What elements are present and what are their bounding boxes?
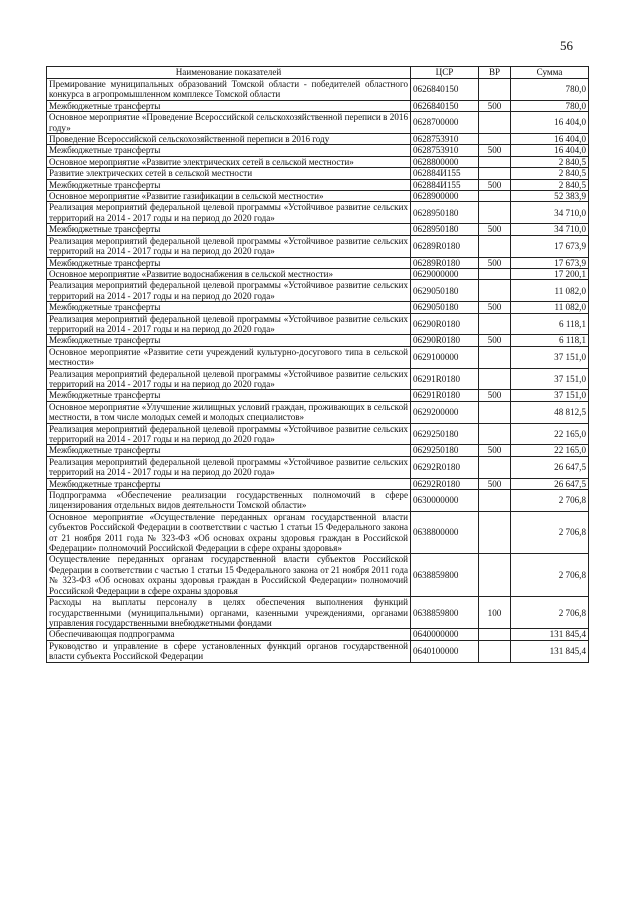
row-sum-cell: 22 165,0 — [511, 423, 589, 445]
table-row — [47, 423, 589, 445]
row-vr-cell: 100 — [479, 597, 511, 629]
row-sum-cell: 131 845,4 — [511, 629, 589, 640]
row-vr-cell — [479, 202, 511, 224]
row-csr-cell: 0629200000 — [411, 401, 479, 423]
row-sum-cell: 780,0 — [511, 100, 589, 111]
row-sum-cell: 37 151,0 — [511, 390, 589, 401]
table-row — [47, 390, 589, 401]
row-vr-cell — [479, 79, 511, 101]
row-sum-cell: 11 082,0 — [511, 302, 589, 313]
row-name-cell: Межбюджетные трансферты — [47, 100, 411, 111]
table-row — [47, 112, 589, 134]
row-name-cell: Проведение Всероссийской сельскохозяйственной переписи в 2016 году — [47, 134, 411, 145]
row-sum-cell: 2 840,5 — [511, 168, 589, 179]
row-csr-cell: 0640000000 — [411, 629, 479, 640]
row-csr-cell: 0628950180 — [411, 202, 479, 224]
row-vr-cell — [479, 268, 511, 279]
row-sum-cell: 16 404,0 — [511, 145, 589, 156]
row-csr-cell: 0629250180 — [411, 445, 479, 456]
table-row — [47, 456, 589, 478]
row-name-cell: Межбюджетные трансферты — [47, 390, 411, 401]
row-csr-cell: 06289R0180 — [411, 235, 479, 257]
row-csr-cell: 0628753910 — [411, 134, 479, 145]
row-csr-cell: 0629050180 — [411, 302, 479, 313]
row-vr-cell — [479, 313, 511, 335]
table-row — [47, 100, 589, 111]
table-row — [47, 224, 589, 235]
row-csr-cell: 06291R0180 — [411, 368, 479, 390]
row-sum-cell: 22 165,0 — [511, 445, 589, 456]
row-sum-cell: 52 383,9 — [511, 191, 589, 202]
row-vr-cell: 500 — [479, 100, 511, 111]
column-header-name: Наименование показателей — [47, 67, 411, 79]
row-name-cell: Реализация мероприятий федеральной целевой программы «Устойчивое развитие сельских территорий на 2014 - 2017 годы и на период до 2020 года» — [47, 280, 411, 302]
row-name-cell: Основное мероприятие «Развитие сети учреждений культурно-досугового типа в сельской местности» — [47, 346, 411, 368]
row-sum-cell: 6 118,1 — [511, 313, 589, 335]
row-csr-cell: 0628950180 — [411, 224, 479, 235]
row-name-cell: Основное мероприятие «Улучшение жилищных условий граждан, проживающих в сельской местности, в том числе молодых семей и молодых специалистов» — [47, 401, 411, 423]
row-name-cell: Межбюджетные трансферты — [47, 335, 411, 346]
row-vr-cell: 500 — [479, 302, 511, 313]
row-csr-cell: 0629050180 — [411, 280, 479, 302]
row-sum-cell: 2 706,8 — [511, 597, 589, 629]
row-name-cell: Основное мероприятие «Осуществление переданных органам государственной власти субъектов Российской Федерации в соответствии с частью 1 статьи 15 Федерального закона от 21 ноября 2011 года № 323-ФЗ «Об основах охраны здоровья граждан в Российской Федерации» полномочий Российской Федерации в сфере охраны здоровья» — [47, 511, 411, 554]
row-sum-cell: 17 673,9 — [511, 257, 589, 268]
row-vr-cell — [479, 456, 511, 478]
row-vr-cell — [479, 401, 511, 423]
row-vr-cell: 500 — [479, 224, 511, 235]
table-row — [47, 235, 589, 257]
row-name-cell: Основное мероприятие «Развитие водоснабжения в сельской местности» — [47, 268, 411, 279]
table-row — [47, 640, 589, 662]
row-name-cell: Основное мероприятие «Развитие газификации в сельской местности» — [47, 191, 411, 202]
row-name-cell: Руководство и управление в сфере установленных функций органов государственной власти субъекта Российской Федерации — [47, 640, 411, 662]
row-vr-cell — [479, 134, 511, 145]
row-name-cell: Реализация мероприятий федеральной целевой программы «Устойчивое развитие сельских территорий на 2014 - 2017 годы и на период до 2020 года» — [47, 235, 411, 257]
row-name-cell: Основное мероприятие «Развитие электрических сетей в сельской местности» — [47, 156, 411, 167]
row-csr-cell: 0628800000 — [411, 156, 479, 167]
column-header-vr: ВР — [479, 67, 511, 79]
budget-table — [46, 66, 589, 663]
row-csr-cell: 0638800000 — [411, 511, 479, 554]
row-vr-cell — [479, 640, 511, 662]
row-vr-cell — [479, 490, 511, 512]
row-sum-cell: 6 118,1 — [511, 335, 589, 346]
row-vr-cell: 500 — [479, 478, 511, 489]
row-sum-cell: 37 151,0 — [511, 368, 589, 390]
row-sum-cell: 16 404,0 — [511, 134, 589, 145]
row-vr-cell — [479, 191, 511, 202]
table-row — [47, 257, 589, 268]
row-vr-cell — [479, 235, 511, 257]
row-csr-cell: 06289R0180 — [411, 257, 479, 268]
row-sum-cell: 34 710,0 — [511, 224, 589, 235]
table-row — [47, 313, 589, 335]
row-vr-cell — [479, 423, 511, 445]
row-name-cell: Реализация мероприятий федеральной целевой программы «Устойчивое развитие сельских территорий на 2014 - 2017 годы и на период до 2020 года» — [47, 368, 411, 390]
row-name-cell: Межбюджетные трансферты — [47, 302, 411, 313]
table-row — [47, 401, 589, 423]
row-vr-cell — [479, 554, 511, 597]
row-sum-cell: 26 647,5 — [511, 456, 589, 478]
table-row — [47, 597, 589, 629]
row-sum-cell: 131 845,4 — [511, 640, 589, 662]
row-vr-cell: 500 — [479, 445, 511, 456]
table-row — [47, 368, 589, 390]
page-number: 56 — [560, 38, 573, 53]
table-row — [47, 134, 589, 145]
row-csr-cell: 0640100000 — [411, 640, 479, 662]
row-vr-cell: 500 — [479, 179, 511, 190]
row-csr-cell: 06292R0180 — [411, 456, 479, 478]
row-csr-cell: 0628700000 — [411, 112, 479, 134]
table-row — [47, 445, 589, 456]
row-sum-cell: 26 647,5 — [511, 478, 589, 489]
table-row — [47, 302, 589, 313]
row-vr-cell — [479, 629, 511, 640]
row-name-cell: Межбюджетные трансферты — [47, 224, 411, 235]
row-csr-cell: 0626840150 — [411, 79, 479, 101]
table-row — [47, 179, 589, 190]
table-row — [47, 554, 589, 597]
row-vr-cell: 500 — [479, 257, 511, 268]
row-name-cell: Развитие электрических сетей в сельской местности — [47, 168, 411, 179]
table-body — [47, 79, 589, 663]
row-sum-cell: 2 840,5 — [511, 156, 589, 167]
row-sum-cell: 17 673,9 — [511, 235, 589, 257]
row-csr-cell: 0629250180 — [411, 423, 479, 445]
table-row — [47, 280, 589, 302]
table-row — [47, 478, 589, 489]
row-vr-cell — [479, 112, 511, 134]
row-csr-cell: 0629100000 — [411, 346, 479, 368]
row-sum-cell: 780,0 — [511, 79, 589, 101]
row-name-cell: Подпрограмма «Обеспечение реализации государственных полномочий в сфере лицензирования отдельных видов деятельности Томской области» — [47, 490, 411, 512]
row-name-cell: Межбюджетные трансферты — [47, 145, 411, 156]
row-name-cell: Межбюджетные трансферты — [47, 478, 411, 489]
row-csr-cell: 062884И155 — [411, 179, 479, 190]
table-row — [47, 202, 589, 224]
table-row — [47, 490, 589, 512]
column-header-csr: ЦСР — [411, 67, 479, 79]
table-row — [47, 145, 589, 156]
table-row — [47, 79, 589, 101]
table-row — [47, 156, 589, 167]
row-vr-cell: 500 — [479, 390, 511, 401]
row-name-cell: Основное мероприятие «Проведение Всероссийской сельскохозяйственной переписи в 2016 году» — [47, 112, 411, 134]
row-vr-cell — [479, 280, 511, 302]
row-name-cell: Межбюджетные трансферты — [47, 445, 411, 456]
row-name-cell: Реализация мероприятий федеральной целевой программы «Устойчивое развитие сельских территорий на 2014 - 2017 годы и на период до 2020 года» — [47, 423, 411, 445]
row-sum-cell: 34 710,0 — [511, 202, 589, 224]
row-csr-cell: 06290R0180 — [411, 335, 479, 346]
row-csr-cell: 0626840150 — [411, 100, 479, 111]
row-name-cell: Осуществление переданных органам государственной власти субъектов Российской Федерации в соответствии с частью 1 статьи 15 Федерального закона от 21 ноября 2011 года № 323-ФЗ «Об основах охраны здоровья граждан в Российской Федерации» полномочий Российской Федерации в сфере охраны здоровья — [47, 554, 411, 597]
table-row — [47, 629, 589, 640]
row-vr-cell — [479, 511, 511, 554]
row-vr-cell — [479, 346, 511, 368]
row-name-cell: Реализация мероприятий федеральной целевой программы «Устойчивое развитие сельских территорий на 2014 - 2017 годы и на период до 2020 года» — [47, 313, 411, 335]
table-row — [47, 335, 589, 346]
table-row — [47, 511, 589, 554]
row-csr-cell: 0628753910 — [411, 145, 479, 156]
row-sum-cell: 2 706,8 — [511, 511, 589, 554]
row-csr-cell: 0638859800 — [411, 554, 479, 597]
row-name-cell: Расходы на выплаты персоналу в целях обеспечения выполнения функций государственными (муниципальными) органами, казенными учреждениями, органами управления государственными внебюджетными фондами — [47, 597, 411, 629]
row-sum-cell: 37 151,0 — [511, 346, 589, 368]
row-csr-cell: 0628900000 — [411, 191, 479, 202]
row-vr-cell — [479, 168, 511, 179]
row-name-cell: Межбюджетные трансферты — [47, 179, 411, 190]
row-name-cell: Премирование муниципальных образований Томской области - победителей областного конкурса в агропромышленном комплексе Томской области — [47, 79, 411, 101]
row-csr-cell: 0638859800 — [411, 597, 479, 629]
row-csr-cell: 06291R0180 — [411, 390, 479, 401]
row-sum-cell: 2 840,5 — [511, 179, 589, 190]
row-sum-cell: 11 082,0 — [511, 280, 589, 302]
row-vr-cell: 500 — [479, 145, 511, 156]
row-sum-cell: 48 812,5 — [511, 401, 589, 423]
row-name-cell: Обеспечивающая подпрограмма — [47, 629, 411, 640]
table-row — [47, 268, 589, 279]
row-csr-cell: 06292R0180 — [411, 478, 479, 489]
row-vr-cell — [479, 156, 511, 167]
row-sum-cell: 2 706,8 — [511, 490, 589, 512]
row-name-cell: Межбюджетные трансферты — [47, 257, 411, 268]
table-row — [47, 346, 589, 368]
row-vr-cell: 500 — [479, 335, 511, 346]
row-csr-cell: 06290R0180 — [411, 313, 479, 335]
table-row — [47, 191, 589, 202]
row-sum-cell: 17 200,1 — [511, 268, 589, 279]
table-row — [47, 168, 589, 179]
column-header-sum: Сумма — [511, 67, 589, 79]
row-csr-cell: 0630000000 — [411, 490, 479, 512]
row-csr-cell: 062884И155 — [411, 168, 479, 179]
row-name-cell: Реализация мероприятий федеральной целевой программы «Устойчивое развитие сельских территорий на 2014 - 2017 годы и на период до 2020 года» — [47, 456, 411, 478]
row-csr-cell: 0629000000 — [411, 268, 479, 279]
row-name-cell: Реализация мероприятий федеральной целевой программы «Устойчивое развитие сельских территорий на 2014 - 2017 годы и на период до 2020 года» — [47, 202, 411, 224]
row-sum-cell: 16 404,0 — [511, 112, 589, 134]
row-sum-cell: 2 706,8 — [511, 554, 589, 597]
table-header-row — [47, 67, 589, 79]
row-vr-cell — [479, 368, 511, 390]
